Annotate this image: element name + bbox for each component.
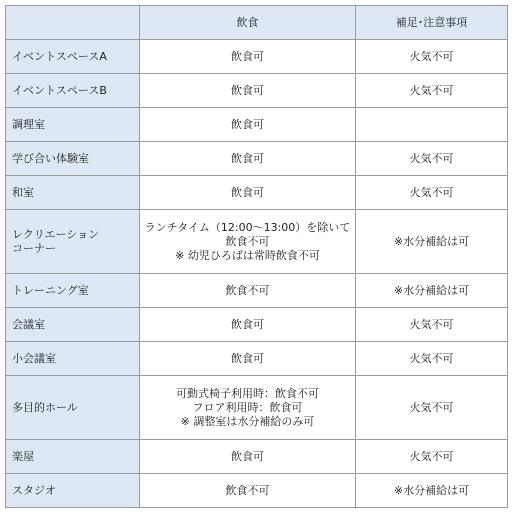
note-cell	[356, 342, 508, 376]
header-blank	[6, 6, 140, 40]
room-cell-line: 小会議室	[12, 351, 56, 365]
room-cell	[6, 108, 140, 142]
room-cell-line: スタジオ	[12, 483, 56, 497]
food-cell-line: 飲食可	[231, 185, 264, 199]
note-cell-line: ※水分補給は可	[393, 234, 470, 248]
room-cell	[6, 40, 140, 74]
note-cell-line: 火気不可	[409, 83, 454, 97]
note-cell-line: 火気不可	[409, 185, 454, 199]
room-cell-line: レクリエーション	[12, 227, 100, 241]
food-cell-line: 飲食可	[231, 351, 264, 365]
table-row	[6, 40, 508, 74]
note-cell-line: 火気不可	[409, 351, 454, 365]
table-row	[6, 376, 508, 440]
note-cell	[356, 40, 508, 74]
room-cell	[6, 274, 140, 308]
room-cell	[6, 440, 140, 474]
food-cell-line: フロア利用時：飲食可	[192, 400, 303, 414]
note-cell-line: 火気不可	[409, 49, 454, 63]
food-cell-line: ※ 幼児ひろばは常時飲食不可	[175, 248, 320, 262]
room-cell-line: 和室	[12, 185, 34, 199]
room-cell-line: イベントスペースB	[12, 83, 107, 97]
food-cell-line: 飲食可	[231, 449, 264, 463]
food-cell-line: 飲食可	[231, 49, 264, 63]
facility-rules-table	[5, 5, 508, 508]
food-cell	[140, 342, 356, 376]
food-cell	[140, 108, 356, 142]
header-row	[6, 6, 508, 40]
food-cell	[140, 474, 356, 508]
room-cell	[6, 142, 140, 176]
room-cell	[6, 176, 140, 210]
table-row	[6, 74, 508, 108]
food-cell-line: 飲食不可	[225, 483, 270, 497]
note-cell-line: ※水分補給は可	[393, 483, 470, 497]
note-cell	[356, 308, 508, 342]
table-row	[6, 440, 508, 474]
note-cell-line: 火気不可	[409, 449, 454, 463]
room-cell	[6, 308, 140, 342]
food-cell	[140, 210, 356, 274]
note-cell-line: ※水分補給は可	[393, 283, 470, 297]
note-cell	[356, 108, 508, 142]
note-cell-line: 火気不可	[409, 400, 454, 414]
room-cell-line: 調理室	[12, 117, 45, 131]
note-cell-line: 火気不可	[409, 151, 454, 165]
table-row	[6, 342, 508, 376]
food-cell	[140, 376, 356, 440]
table-row	[6, 308, 508, 342]
food-cell-line: 可動式椅子利用時：飲食不可	[176, 386, 319, 400]
table-row	[6, 176, 508, 210]
food-cell	[140, 142, 356, 176]
food-cell	[140, 74, 356, 108]
header-food: 飲食	[140, 6, 356, 40]
food-cell-line: 飲食可	[231, 83, 264, 97]
table-row	[6, 108, 508, 142]
room-cell-line: イベントスペースA	[12, 49, 107, 63]
room-cell-line: 多目的ホール	[12, 400, 78, 414]
note-cell	[356, 474, 508, 508]
room-cell	[6, 342, 140, 376]
room-cell	[6, 210, 140, 274]
room-cell-line: 楽屋	[12, 449, 34, 463]
room-cell-line: 会議室	[12, 317, 45, 331]
food-cell-line: ※ 調整室は水分補給のみ可	[180, 414, 315, 428]
food-cell	[140, 308, 356, 342]
header-notes: 補足･注意事項	[356, 6, 508, 40]
table-wrapper	[5, 5, 508, 508]
note-cell	[356, 376, 508, 440]
food-cell-line: 飲食可	[231, 151, 264, 165]
note-cell	[356, 274, 508, 308]
room-cell	[6, 376, 140, 440]
food-cell	[140, 176, 356, 210]
food-cell	[140, 440, 356, 474]
table-row	[6, 474, 508, 508]
room-cell	[6, 474, 140, 508]
food-cell-line: ランチタイム（12:00～13:00）を除いて	[144, 220, 351, 234]
room-cell-line: 学び合い体験室	[12, 151, 89, 165]
note-cell	[356, 142, 508, 176]
note-cell	[356, 74, 508, 108]
note-cell	[356, 440, 508, 474]
note-cell	[356, 210, 508, 274]
table-row	[6, 274, 508, 308]
food-cell	[140, 40, 356, 74]
note-cell-line: 火気不可	[409, 317, 454, 331]
food-cell-line: 飲食可	[231, 117, 264, 131]
note-cell	[356, 176, 508, 210]
food-cell-line: 飲食不可	[225, 234, 270, 248]
food-cell-line: 飲食不可	[225, 283, 270, 297]
food-cell	[140, 274, 356, 308]
food-cell-line: 飲食可	[231, 317, 264, 331]
room-cell-line: トレーニング室	[12, 283, 89, 297]
table-row	[6, 142, 508, 176]
table-row	[6, 210, 508, 274]
room-cell	[6, 74, 140, 108]
room-cell-line: コーナー	[12, 241, 56, 255]
